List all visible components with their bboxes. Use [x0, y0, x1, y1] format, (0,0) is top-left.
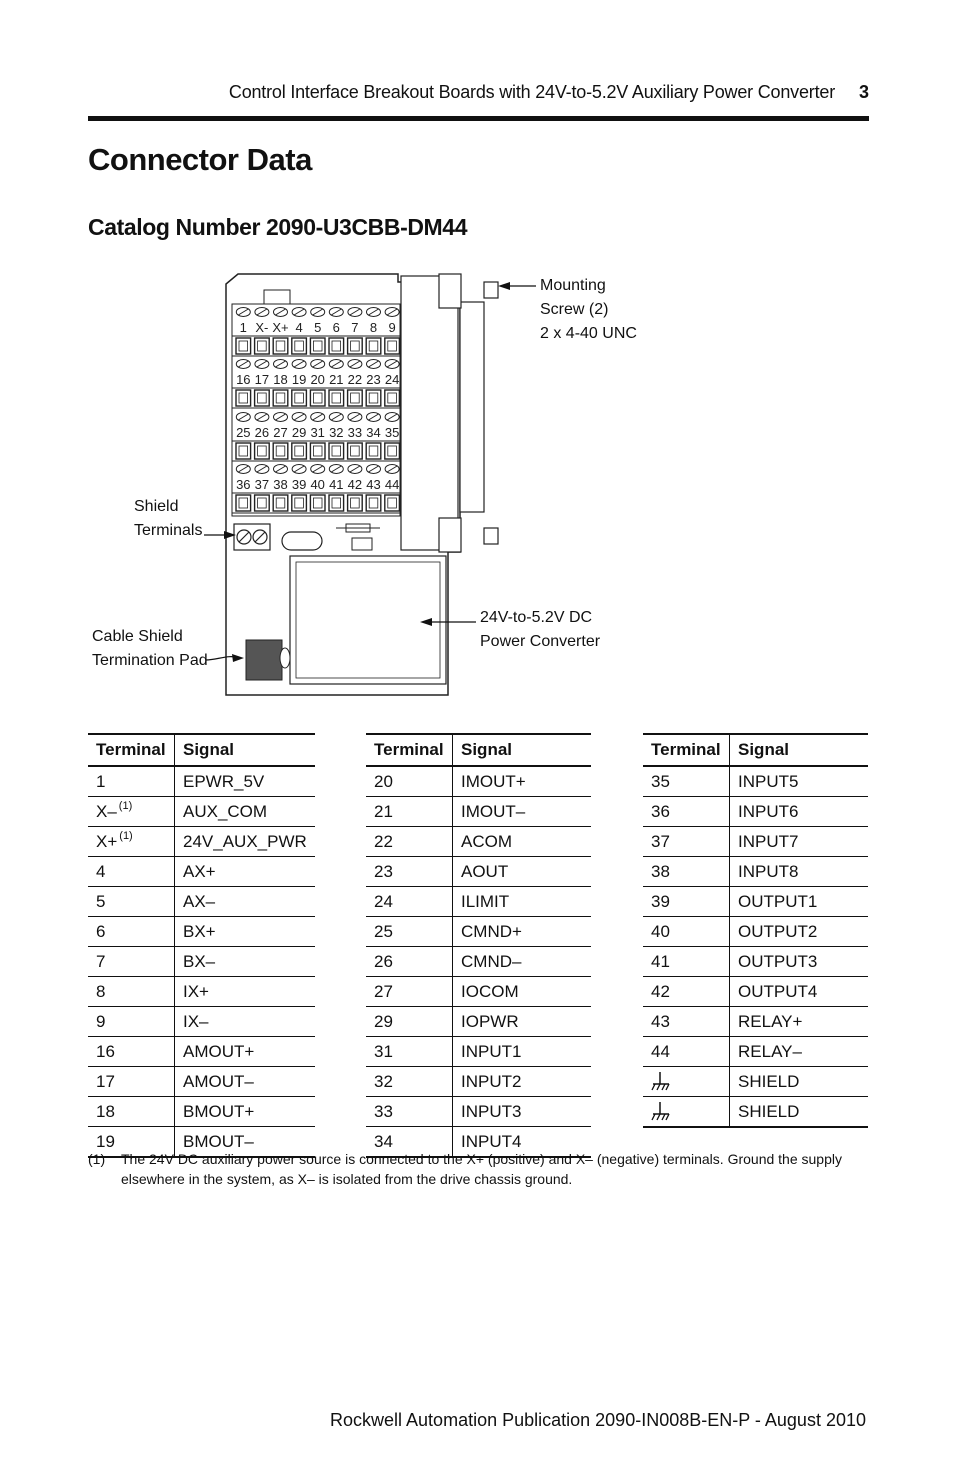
signal-cell: INPUT1 [453, 1037, 592, 1067]
signal-cell: INPUT5 [730, 766, 869, 797]
table-row [366, 977, 591, 1007]
terminal-header: Terminal [88, 734, 175, 766]
table-row [643, 1097, 868, 1128]
terminal-number-label: 25 [236, 425, 251, 440]
table-row [88, 1067, 315, 1097]
page-header [88, 82, 869, 112]
signal-cell: SHIELD [730, 1067, 869, 1097]
table-row [88, 857, 315, 887]
terminal-number-label: 41 [329, 477, 344, 492]
signal-cell: AX– [175, 887, 315, 917]
terminal-cell: 38 [643, 857, 730, 887]
terminal-cell: 43 [643, 1007, 730, 1037]
terminal-cell: 29 [366, 1007, 453, 1037]
table-row [366, 766, 591, 797]
terminal-cell: 34 [366, 1127, 453, 1158]
terminal-cell: 8 [88, 977, 175, 1007]
signal-cell: CMND– [453, 947, 592, 977]
terminal-cell: 16 [88, 1037, 175, 1067]
signal-cell: BX+ [175, 917, 315, 947]
signal-cell: RELAY+ [730, 1007, 869, 1037]
terminal-cell: 6 [88, 917, 175, 947]
signal-cell: EPWR_5V [175, 766, 315, 797]
signal-cell: INPUT4 [453, 1127, 592, 1158]
terminal-cell: 42 [643, 977, 730, 1007]
signal-cell: INPUT8 [730, 857, 869, 887]
terminal-header: Terminal [643, 734, 730, 766]
terminal-number-label: 4 [295, 320, 303, 335]
table-row [366, 917, 591, 947]
signal-cell: SHIELD [730, 1097, 869, 1128]
table-row [643, 887, 868, 917]
signal-cell: OUTPUT1 [730, 887, 869, 917]
terminal-cell: 36 [643, 797, 730, 827]
terminal-number-label: 38 [273, 477, 288, 492]
terminal-number-label: X- [255, 320, 269, 335]
signal-cell: AOUT [453, 857, 592, 887]
terminal-number-label: 23 [366, 372, 381, 387]
terminal-cell: 35 [643, 766, 730, 797]
footnote-ref: (1) [118, 799, 133, 812]
terminal-table-1 [88, 733, 315, 1158]
terminal-number-label: 31 [310, 425, 325, 440]
terminal-number-label: 19 [291, 372, 307, 387]
footnote-number: (1) [88, 1151, 106, 1167]
chassis-ground-icon [651, 1071, 673, 1093]
footnote [88, 1149, 868, 1189]
terminal-number-label: 34 [366, 425, 381, 440]
signal-cell: BMOUT– [175, 1127, 315, 1158]
terminal-cell: 32 [366, 1067, 453, 1097]
terminal-cell: 23 [366, 857, 453, 887]
table-row [88, 977, 315, 1007]
terminal-cell: 22 [366, 827, 453, 857]
terminal-number-label: 6 [332, 320, 340, 335]
terminal-number-label: 43 [366, 477, 381, 492]
terminal-table-2 [366, 733, 591, 1158]
signal-cell: IOPWR [453, 1007, 592, 1037]
table-row [366, 797, 591, 827]
section-title: Connector Data [88, 142, 312, 177]
mounting-screw-bottom [439, 518, 461, 552]
power-converter-label: 24V-to-5.2V DC Power Converter [480, 609, 601, 650]
table-row [88, 887, 315, 917]
table-row [366, 947, 591, 977]
mounting-screw-head-bottom [484, 528, 498, 544]
signal-cell: CMND+ [453, 917, 592, 947]
table-row [88, 766, 315, 797]
terminal-number-label: 40 [310, 477, 325, 492]
table-row [366, 1007, 591, 1037]
terminal-number-label: 22 [347, 372, 363, 387]
terminal-cell: 26 [366, 947, 453, 977]
table-row [366, 827, 591, 857]
terminal-number-label: 29 [291, 425, 307, 440]
page-footer: Rockwell Automation Publication 2090-IN008B-EN-P - August 2010 [330, 1410, 866, 1430]
terminal-number-label: 32 [329, 425, 344, 440]
signal-cell: IMOUT+ [453, 766, 592, 797]
terminal-number-label: 36 [236, 477, 251, 492]
table-row [643, 947, 868, 977]
terminal-number-label: 27 [273, 425, 288, 440]
terminal-number-label: 7 [351, 320, 359, 335]
footnote-ref: (1) [119, 829, 133, 842]
table-row [366, 1097, 591, 1127]
signal-cell: AX+ [175, 857, 315, 887]
terminal-cell [643, 1067, 730, 1097]
table-row [643, 1037, 868, 1067]
mounting-screw-label: Mounting Screw (2) 2 x 4-40 UNC [540, 277, 637, 342]
signal-cell: INPUT3 [453, 1097, 592, 1127]
chassis-ground-icon [651, 1101, 673, 1123]
table-row [643, 766, 868, 797]
d-sub-shell [460, 302, 484, 512]
terminal-number-label: X+ [272, 320, 289, 335]
terminal-number-label: 35 [384, 425, 400, 440]
connector-housing [401, 276, 458, 550]
header-title: Control Interface Breakout Boards with 24V-to-5.2V Auxiliary Power Converter [228, 82, 835, 102]
mounting-screw-top [439, 274, 461, 308]
signal-cell: RELAY– [730, 1037, 869, 1067]
terminal-cell: 21 [366, 797, 453, 827]
terminal-cell [643, 1097, 730, 1128]
table-row [366, 1037, 591, 1067]
table-row [88, 1007, 315, 1037]
terminal-cell: 9 [88, 1007, 175, 1037]
signal-cell: IX+ [175, 977, 315, 1007]
signal-cell: OUTPUT3 [730, 947, 869, 977]
terminal-number-label: 21 [329, 372, 344, 387]
terminal-cell: X+ $^{(1)}$ [88, 827, 175, 857]
terminal-number-label: 44 [384, 477, 400, 492]
terminal-cell: 37 [643, 827, 730, 857]
table-row [643, 1067, 868, 1097]
table-row [366, 857, 591, 887]
terminal-number-label: 1 [239, 320, 247, 335]
terminal-cell: 27 [366, 977, 453, 1007]
signal-cell: BMOUT+ [175, 1097, 315, 1127]
cable-shield-label: Cable Shield Termination Pad [92, 628, 208, 669]
signal-cell: AUX_COM [175, 797, 315, 827]
terminal-cell: 18 [88, 1097, 175, 1127]
terminal-number-label: 37 [254, 477, 270, 492]
signal-cell: INPUT6 [730, 797, 869, 827]
terminal-cell: 19 [88, 1127, 175, 1158]
terminal-cell: 4 [88, 857, 175, 887]
terminal-number-label: 5 [314, 320, 322, 335]
signal-cell: BX– [175, 947, 315, 977]
table-row [88, 1097, 315, 1127]
table-row [88, 947, 315, 977]
signal-cell: AMOUT– [175, 1067, 315, 1097]
signal-cell: ACOM [453, 827, 592, 857]
terminal-cell: 20 [366, 766, 453, 797]
terminal-cell: 5 [88, 887, 175, 917]
mounting-screw-head-top [484, 282, 498, 298]
table-row [643, 1007, 868, 1037]
table-row [643, 857, 868, 887]
terminal-cell: 40 [643, 917, 730, 947]
terminal-cell: 17 [88, 1067, 175, 1097]
header-rule [88, 116, 869, 121]
terminal-number-label: 18 [273, 372, 288, 387]
terminal-number-label: 8 [369, 320, 378, 335]
signal-header: Signal [175, 734, 315, 766]
terminal-cell: 1 [88, 766, 175, 797]
terminal-cell: 41 [643, 947, 730, 977]
table-row [643, 797, 868, 827]
terminal-number-label: 26 [254, 425, 270, 440]
signal-cell: IMOUT– [453, 797, 592, 827]
terminal-cell: 39 [643, 887, 730, 917]
subsection-title: Catalog Number 2090-U3CBB-DM44 [88, 214, 468, 240]
table-row [643, 917, 868, 947]
terminal-cell: X– $^{(1)}$ [88, 797, 175, 827]
oval-component [282, 532, 322, 550]
shield-terminals-label: Shield Terminals [134, 498, 203, 539]
signal-cell: IOCOM [453, 977, 592, 1007]
table-row [643, 827, 868, 857]
signal-header: Signal [453, 734, 592, 766]
table-row [366, 887, 591, 917]
table-row [88, 917, 315, 947]
terminal-table-3 [643, 733, 868, 1128]
signal-cell: 24V_AUX_PWR [175, 827, 315, 857]
terminal-number-label: 9 [388, 320, 396, 335]
table-row [88, 1037, 315, 1067]
table-row [88, 797, 315, 827]
terminal-number-label: 16 [236, 372, 251, 387]
signal-cell: ILIMIT [453, 887, 592, 917]
terminal-number-label: 42 [347, 477, 363, 492]
footnote-text: The 24V DC auxiliary power source is connected to the X+ (positive) and X– (negative) terminals. Ground the supply elsewhere in the system, as X– is isolated from the drive chassis ground. [121, 1151, 842, 1187]
terminal-number-label: 17 [254, 372, 270, 387]
terminal-cell: 25 [366, 917, 453, 947]
signal-cell: OUTPUT2 [730, 917, 869, 947]
terminal-cell: 7 [88, 947, 175, 977]
terminal-cell: 31 [366, 1037, 453, 1067]
signal-cell: INPUT2 [453, 1067, 592, 1097]
table-row [643, 977, 868, 1007]
signal-header: Signal [730, 734, 869, 766]
terminal-number-label: 20 [310, 372, 325, 387]
terminal-block [232, 304, 400, 516]
table-row [88, 827, 315, 857]
breakout-board-diagram [88, 262, 688, 707]
table-row [366, 1067, 591, 1097]
terminal-number-label: 33 [347, 425, 363, 440]
signal-cell: INPUT7 [730, 827, 869, 857]
signal-cell: AMOUT+ [175, 1037, 315, 1067]
board-tab [264, 290, 290, 304]
terminal-cell: 24 [366, 887, 453, 917]
terminal-cell: 44 [643, 1037, 730, 1067]
page-number: 3 [858, 82, 869, 102]
signal-cell: IX– [175, 1007, 315, 1037]
signal-cell: OUTPUT4 [730, 977, 869, 1007]
terminal-number-label: 39 [291, 477, 307, 492]
terminal-header: Terminal [366, 734, 453, 766]
terminal-cell: 33 [366, 1097, 453, 1127]
cable-shield-pad [246, 640, 282, 680]
terminal-number-label: 24 [384, 372, 400, 387]
power-converter [290, 556, 446, 684]
